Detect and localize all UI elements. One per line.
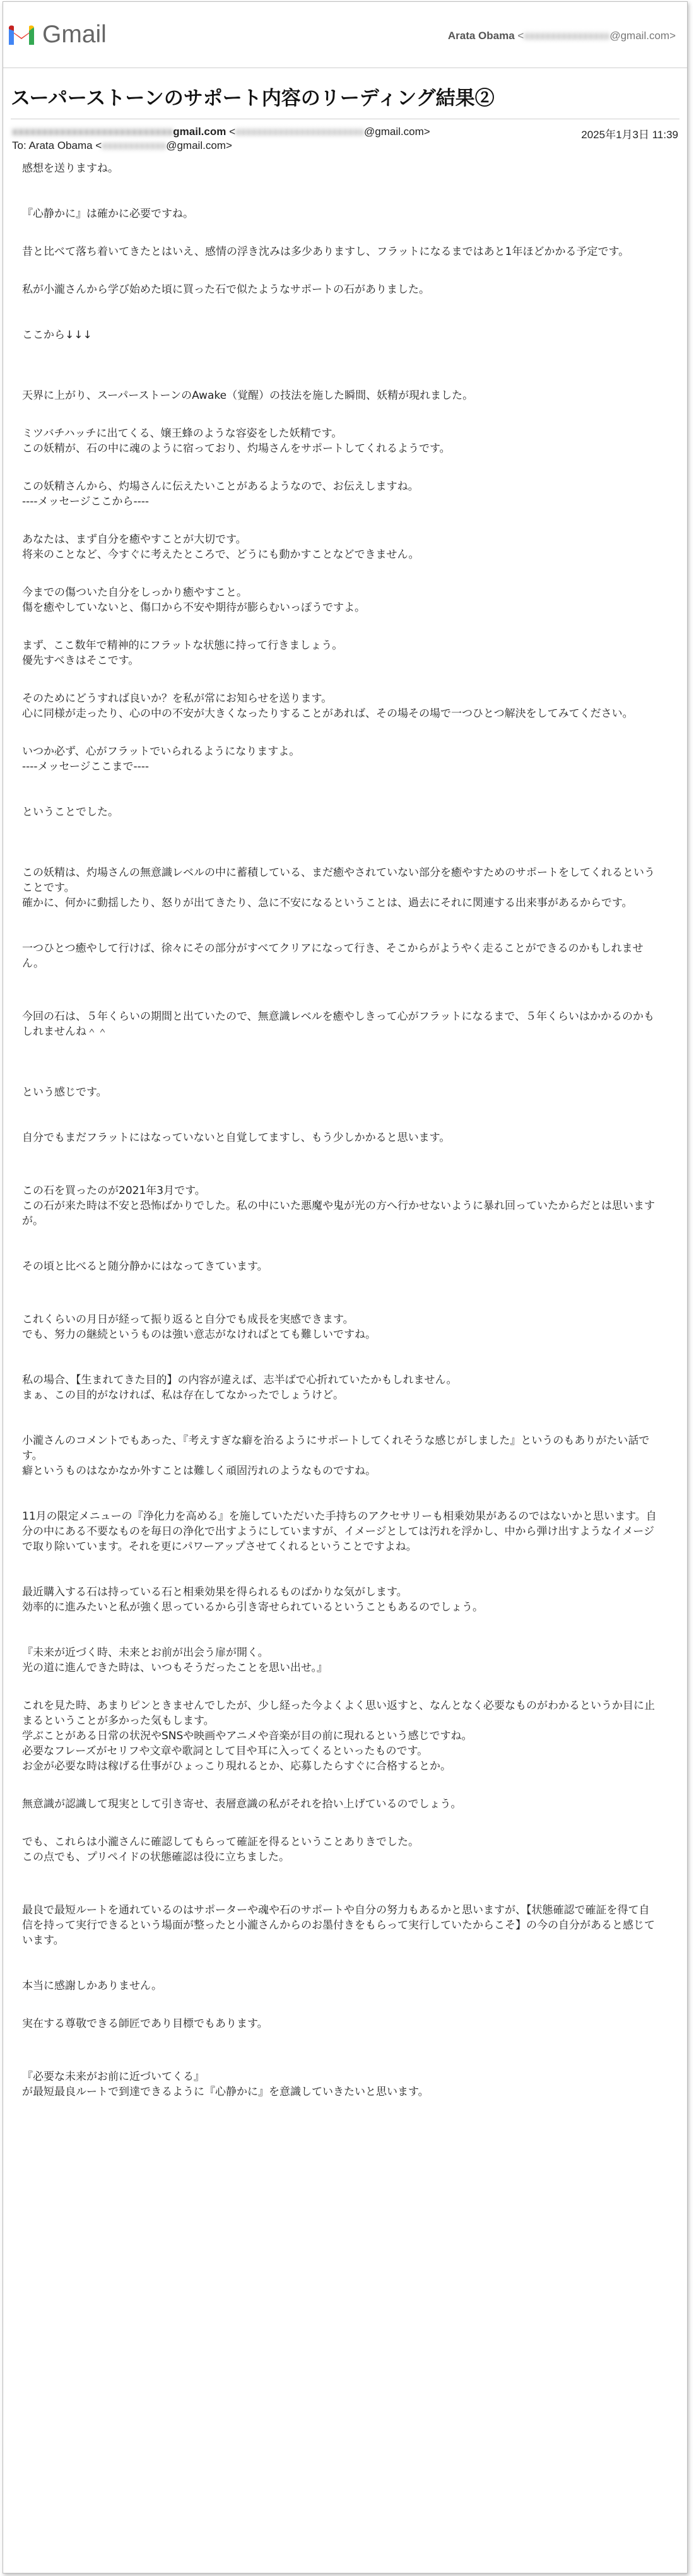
recipient-domain: @gmail.com>: [166, 139, 232, 151]
email-paragraph: 一つひとつ癒やして行けば、徐々にその部分がすべてクリアになって行き、そこからがようやく走ることができるのかもしれません。: [22, 942, 644, 970]
email-paragraph: 天界に上がり、スーパーストーンのAwake（覚醒）の技法を施した瞬間、妖精が現れました。: [22, 389, 474, 402]
account-email-open: <: [517, 30, 524, 42]
email-paragraph: という感じです。: [22, 1086, 107, 1099]
email-paragraph: でも、これらは小瀧さんに確認してもらって確証を得るということありきでした。 この点でも、プリペイドの状態確認は役に立ちました。: [22, 1836, 419, 1864]
email-paragraph: あなたは、まず自分を癒やすことが大切です。 将来のことなど、今すぐに考えたところで、どうにも動かすことなどできません。: [22, 533, 420, 561]
account-info: [448, 30, 676, 42]
email-paragraph: ということでした。: [22, 806, 119, 818]
email-paragraph: 最近購入する石は持っている石と相乗効果を得られるものばかりな気がします。 効率的に進みたいと私が強く思っているから引き寄せられているということもあるのでしょう。: [22, 1586, 483, 1614]
email-paragraph: この石を買ったのが2021年3月です。 この石が来た時は不安と恐怖ばかりでした。私の中にいた悪魔や鬼が光の方へ行かせないように暴れ回っていたからだとは思いますが。: [22, 1185, 655, 1227]
email-paragraph: 今までの傷ついた自分をしっかり癒やすこと。 傷を癒やしていないと、傷口から不安や期待が膨らむいっぽうですよ。: [22, 586, 365, 614]
email-paragraph: 『必要な未来がお前に近づいてくる』 が最短最良ルートで到達できるように『心静かに』を意識していきたいと思います。: [22, 2071, 429, 2098]
sender-addr-domain: @gmail.com>: [364, 126, 430, 138]
email-paragraph: この妖精は、灼場さんの無意識レベルの中に蓄積している、まだ癒やされていない部分を癒やすためのサポートをしてくれるということです。 確かに、何かに動揺したり、怒りが出てきたり、急に不安になるということは、過去にそれに関連する出来事があるからです。: [22, 866, 655, 909]
email-paragraph: まず、ここ数年で精神的にフラットな状態に持って行きましょう。 優先すべきはそこです。: [22, 639, 343, 667]
email-paragraph: この妖精さんから、灼場さんに伝えたいことがあるようなので、お伝えしますね。 ----メッセージここから----: [22, 480, 419, 508]
email-paragraph: ここから↓↓↓: [22, 329, 92, 341]
gmail-logo: [7, 21, 107, 49]
gmail-header: [3, 2, 687, 68]
email-paragraph: 昔と比べて落ち着いてきたとはいえ、感情の浮き沈みは多少ありますし、フラットになるまではあと1年ほどかかる予定です。: [22, 245, 630, 258]
email-paragraph: いつか必ず、心がフラットでいられるようになりますよ。 ----メッセージここまで----: [22, 745, 300, 773]
sender-addr-redacted: xxxxxxxxxxxxxxxxxxxxxxxx: [235, 126, 365, 138]
email-paragraph: これくらいの月日が経って振り返ると自分でも成長を実感できます。 でも、努力の継続というものは強い意志がなければとても難しいですね。: [22, 1313, 376, 1341]
email-paragraph: 11月の限定メニューの『浄化力を高める』を施していただいた手持ちのアクセサリーも相乗効果があるのではないかと思います。自分の中にある不要なものを毎日の浄化で出すようにしていますが、イメージとしては汚れを浮かし、中から弾け出すようなイメージで取り除いています。それを更にパワーアップさせてくれるということですよね。: [22, 1510, 657, 1553]
email-body: [22, 161, 659, 2100]
email-paragraph: 私が小瀧さんから学び始めた頃に買った石で似たようなサポートの石がありました。: [22, 283, 430, 296]
account-email-redacted: xxxxxxxxxxxxxxxx: [524, 30, 610, 42]
gmail-logo-icon: [7, 23, 36, 46]
account-name: Arata Obama: [447, 30, 515, 42]
email-paragraph: 自分でもまだフラットにはなっていないと自覚してますし、もう少しかかると思います。: [22, 1131, 450, 1144]
email-paragraph: ミツバチハッチに出てくる、嬢王蜂のような容姿をした妖精です。 この妖精が、石の中に魂のように宿っており、灼場さんをサポートしてくれるようです。: [22, 427, 450, 455]
email-meta: [12, 126, 678, 161]
sender-name-redacted: xxxxxxxxxxxxxxxxxxxxxxxxxxx: [12, 126, 174, 138]
email-paragraph: 私の場合、【生まれてきた目的】の内容が違えば、志半ばで心折れていたかもしれません。 まぁ、この目的がなければ、私は存在してなかったでしょうけど。: [22, 1374, 457, 1402]
email-paragraph: その頃と比べると随分静かにはなってきています。: [22, 1260, 268, 1273]
gmail-logo-text: Gmail: [42, 21, 107, 48]
email-paragraph: 最良で最短ルートを通れているのはサポーターや魂や石のサポートや自分の努力もあるかと思いますが、【状態確認で確証を得て自信を持って実行できるという場面が整ったと小瀧さんからのお墨付きをもらって実行していたからこそ】の今の自分があると感じています。: [22, 1904, 655, 1947]
email-print-page: [3, 1, 688, 2573]
email-paragraph: 無意識が認識して現実として引き寄せ、表層意識の私がそれを拾い上げているのでしょう。: [22, 1798, 462, 1811]
email-from: [12, 126, 430, 138]
sender-domain: gmail.com: [173, 126, 226, 138]
email-paragraph: そのためにどうすれば良いか？を私が常にお知らせを送ります。 心に同様が走ったり、心の中の不安が大きくなったりすることがあれば、その場その場で一つひとつ解決をしてみてください。: [22, 692, 633, 720]
email-subject: スーパーストーンのサポート内容のリーディング結果②: [11, 82, 679, 119]
email-paragraph: これを見た時、あまりピンときませんでしたが、少し経った今よくよく思い返すと、なんとなく必要なものがわかるというか目に止まるということが多かった気もします。 学ぶことがある日常の状況やSNSや映画やアニメや音楽が目の前に現れるという感じですね。 必要なフレーズがセリフや文章や歌詞として目や耳に入ってくるといったものです。 お金が必要な時は稼げる仕事がひょっこり現れるとか、応募したらすぐに合格するとか。: [22, 1699, 655, 1773]
account-email-domain: @gmail.com>: [609, 30, 676, 42]
email-paragraph: 『未来が近づく時、未来とお前が出会う扉が開く。 光の道に進んできた時は、いつもそうだったことを思い出せ。』: [22, 1646, 327, 1674]
email-paragraph: 実在する尊敬できる師匠であり目標でもあります。: [22, 2018, 268, 2030]
email-paragraph: 感想を送りますね。: [22, 162, 119, 175]
email-paragraph: 本当に感謝しかありません。: [22, 1980, 163, 1992]
email-paragraph: 『心静かに』は確かに必要ですね。: [22, 208, 194, 220]
recipient-redacted: xxxxxxxxxxxx: [102, 139, 167, 151]
email-to: [12, 139, 232, 152]
email-paragraph: 小瀧さんのコメントでもあった、『考えすぎな癖を治るようにサポートしてくれそうな感じがしました』というのもありがたい話です。 癖というものはなかなか外すことは難しく頑固汚れのようなものですね。: [22, 1434, 650, 1477]
email-paragraph: 今回の石は、５年くらいの期間と出ていたので、無意識レベルを癒やしきって心がフラットになるまで、５年くらいはかかるのかもしれませんね＾＾: [22, 1010, 654, 1038]
recipient-prefix: To: Arata Obama <: [12, 139, 102, 151]
sender-addr-open: <: [229, 126, 236, 138]
email-date: 2025年1月3日 11:39: [581, 129, 678, 141]
